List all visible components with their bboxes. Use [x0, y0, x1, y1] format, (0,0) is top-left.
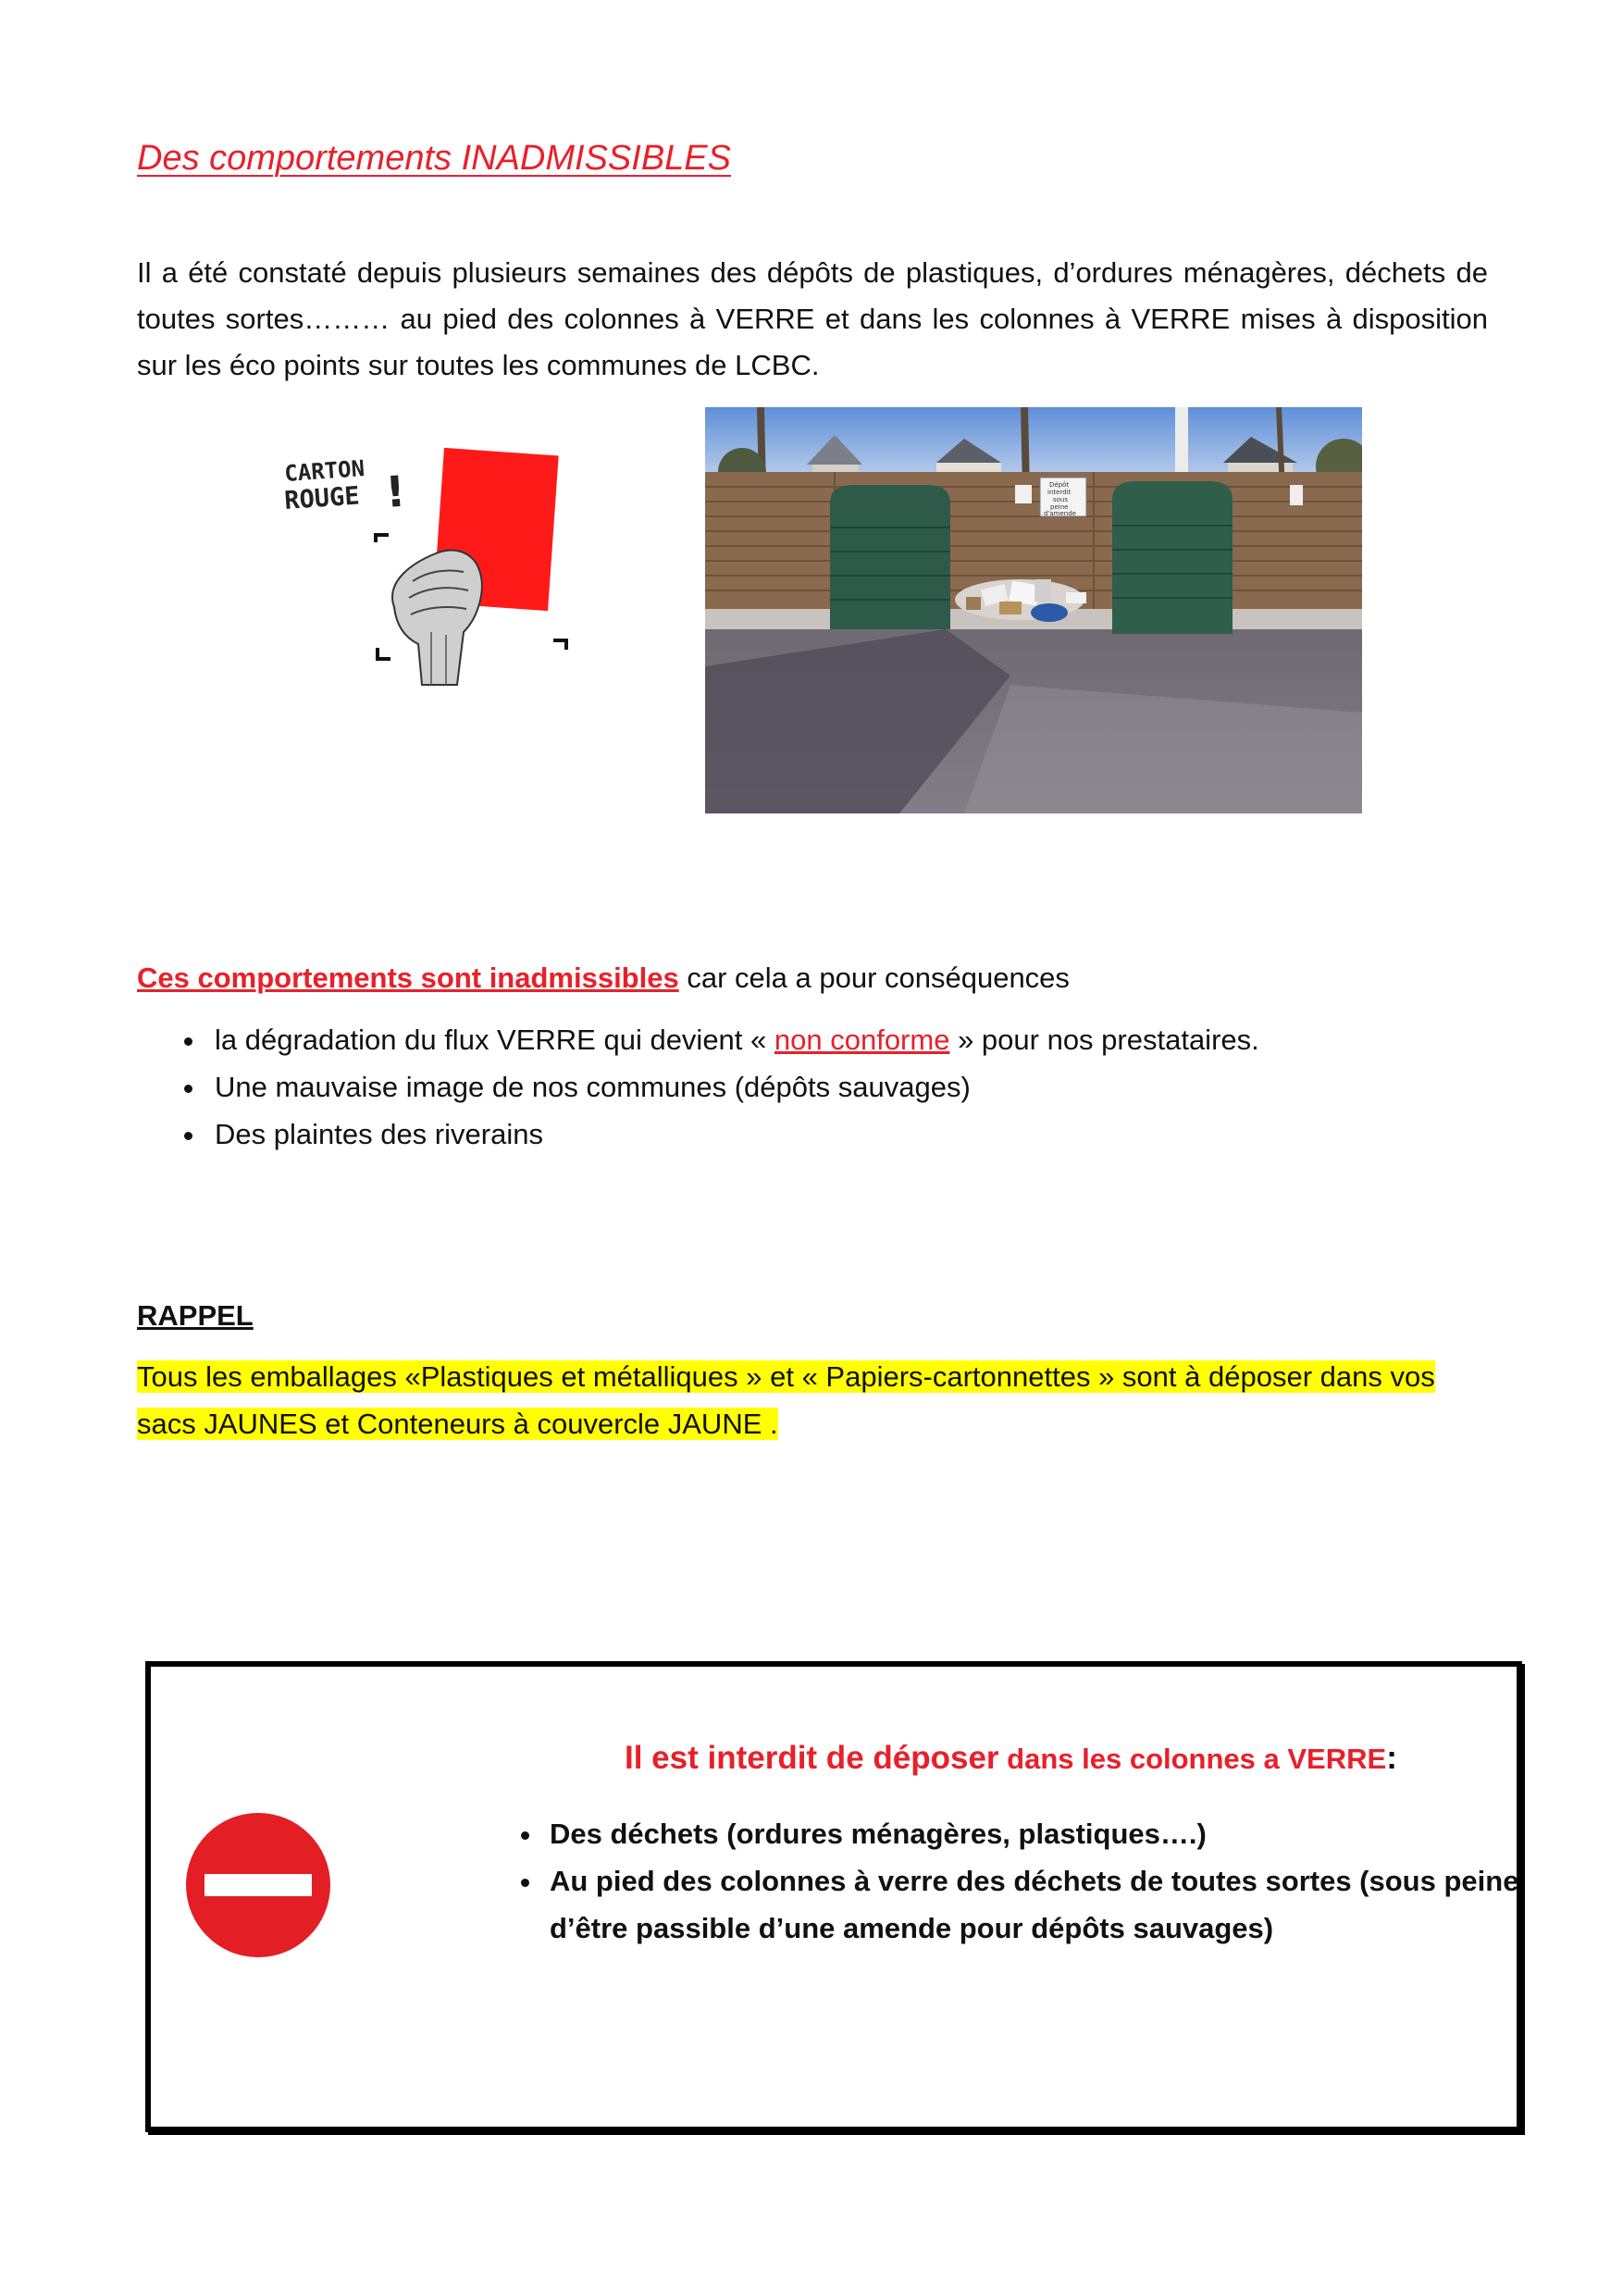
consequences-rest: car cela a pour conséquences: [678, 962, 1070, 994]
list-item: • Des déchets (ordures ménagères, plastiques….): [544, 1810, 1543, 1857]
svg-text:peine: peine: [1050, 503, 1069, 511]
glass-containers-photo: [705, 407, 1362, 813]
exclamation-mark: !: [384, 465, 407, 517]
list-item: • la dégradation du flux VERRE qui devient « non conforme » pour nos prestataires.: [207, 1016, 1259, 1063]
rappel-highlighted-text: Tous les emballages «Plastiques et métalliques » et « Papiers-cartonnettes » sont à déposer dans vos sacs JAUNES et Conteneurs à couvercle JAUNE .: [137, 1360, 1435, 1440]
svg-text:Dépôt: Dépôt: [1049, 481, 1070, 489]
glass-container-left: [830, 485, 950, 629]
non-conforme-link: non conforme: [774, 1024, 950, 1056]
warning-list: [505, 1810, 1543, 1952]
list-item: • Au pied des colonnes à verre des déchets de toutes sortes (sous peine d’être passible d’une amende pour dépôts sauvages): [544, 1857, 1543, 1952]
list-item: • Des plaintes des riverains: [207, 1111, 1259, 1158]
warning-title: Il est interdit de déposer dans les colonnes a VERRE:: [625, 1740, 1397, 1776]
consequences-list: [165, 1016, 1259, 1158]
rouge-label: ROUGE: [283, 481, 361, 515]
svg-text:sous: sous: [1053, 496, 1069, 503]
svg-text:interdit: interdit: [1047, 489, 1072, 496]
glass-container-right: [1112, 481, 1233, 634]
no-entry-sign-icon: [181, 1808, 335, 1962]
rappel-heading: RAPPEL: [137, 1299, 254, 1332]
svg-text:d'amende: d'amende: [1044, 510, 1076, 517]
hand-icon: [392, 551, 482, 685]
consequences-intro: [137, 955, 1070, 1001]
carton-label: CARTON: [283, 455, 365, 487]
intro-paragraph: Il a été constaté depuis plusieurs semaines des dépôts de plastiques, d’ordures ménagères, déchets de toutes sortes……… au pied des colonnes à VERRE et dans les colonnes à VERRE mises à disposition sur les éco points sur toutes les communes de LCBC.: [137, 256, 1488, 381]
consequences-lead: Ces comportements sont inadmissibles: [137, 962, 679, 994]
list-item: • Une mauvaise image de nos communes (dépôts sauvages): [207, 1063, 1259, 1111]
page-title: Des comportements INADMISSIBLES: [137, 139, 731, 178]
carton-rouge-illustration: [274, 442, 594, 692]
